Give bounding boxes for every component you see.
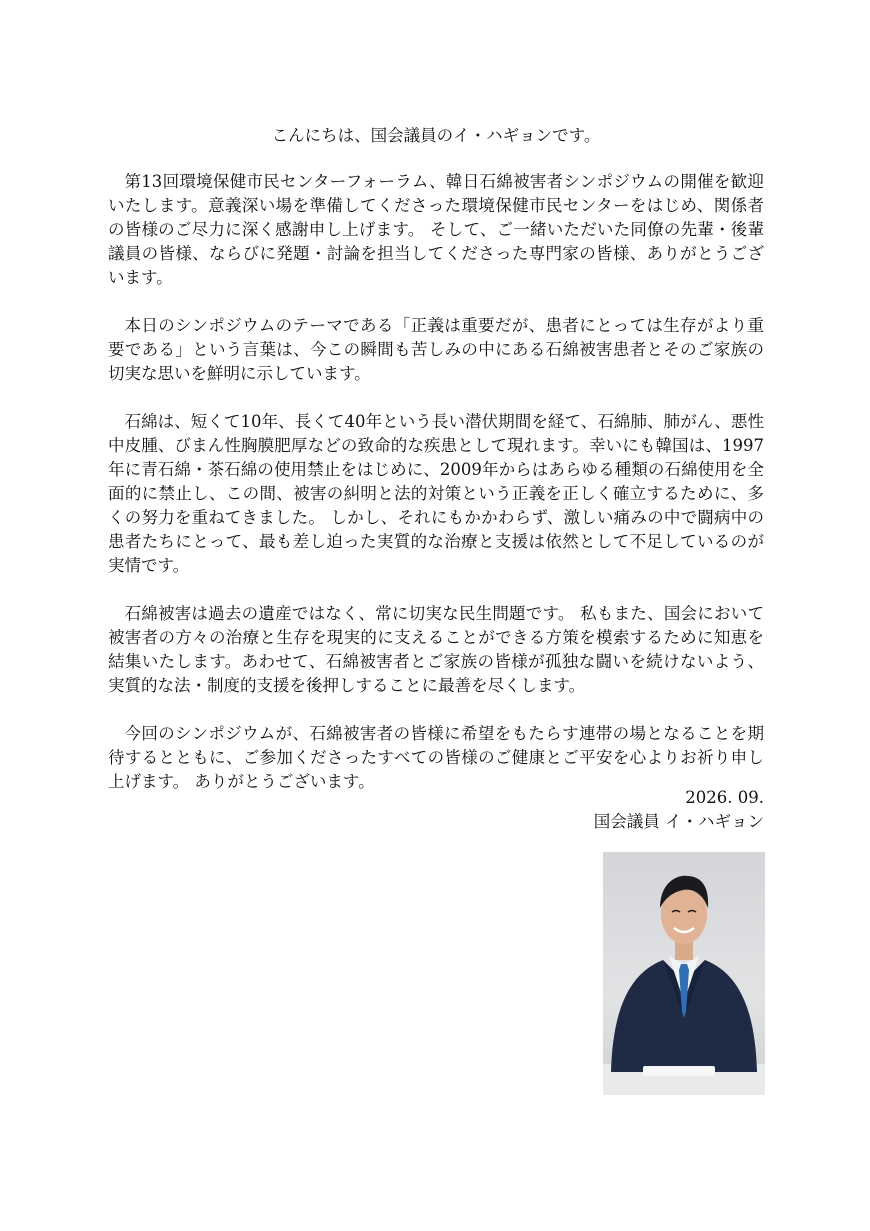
letter-paragraph: 今回のシンポジウムが、石綿被害者の皆様に希望をもたらす連帯の場となることを期待するとともに、ご参加くださったすべての皆様のご健康とご平安を心よりお祈り申し上げます。 ありがとうございます。 <box>108 724 764 791</box>
letter-date: 2026. 09. <box>685 788 764 807</box>
letter-body <box>108 170 764 818</box>
portrait-photo <box>603 852 765 1095</box>
letter-greeting: こんにちは、国会議員のイ・ハギョンです。 <box>271 126 601 145</box>
signature-block <box>594 786 764 834</box>
letter-paragraph: 石綿被害は過去の遺産ではなく、常に切実な民生問題です。 私もまた、国会において被害者の方々の治療と生存を現実的に支えることができる方策を模索するために知恵を結集いたします。あわせて、石綿被害者とご家族の皆様が孤独な闘いを続けないよう、実質的な法・制度的支援を後押しすることに最善を尽くします。 <box>108 604 764 695</box>
letter-paragraph: 第13回環境保健市民センターフォーラム、韓日石綿被害者シンポジウムの開催を歓迎いたします。意義深い場を準備してくださった環境保健市民センターをはじめ、関係者の皆様のご尽力に深く感謝申し上げます。 そして、ご一緒いただいた同僚の先輩・後輩議員の皆様、ならびに発題・討論を担当してくださった専門家の皆様、ありがとうございます。 <box>108 172 764 287</box>
signer-name: 国会議員 イ・ハギョン <box>593 812 764 831</box>
portrait-illustration <box>603 852 765 1095</box>
letter-paragraph: 本日のシンポジウムのテーマである「正義は重要だが、患者にとっては生存がより重要である」という言葉は、今この瞬間も苦しみの中にある石綿被害患者とそのご家族の切実な思いを鮮明に示しています。 <box>108 316 764 383</box>
letter-paragraph: 石綿は、短くて10年、長くて40年という長い潜伏期間を経て、石綿肺、肺がん、悪性中皮腫、びまん性胸膜肥厚などの致命的な疾患として現れます。幸いにも韓国は、1997年に青石綿・茶石綿の使用禁止をはじめに、2009年からはあらゆる種類の石綿使用を全面的に禁止し、この間、被害の糾明と法的対策という正義を正しく確立するために、多くの努力を重ねてきました。 しかし、それにもかかわらず、激しい痛みの中で闘病中の患者たちにとって、最も差し迫った実質的な治療と支援は依然として不足しているのが実情です。 <box>108 412 764 575</box>
